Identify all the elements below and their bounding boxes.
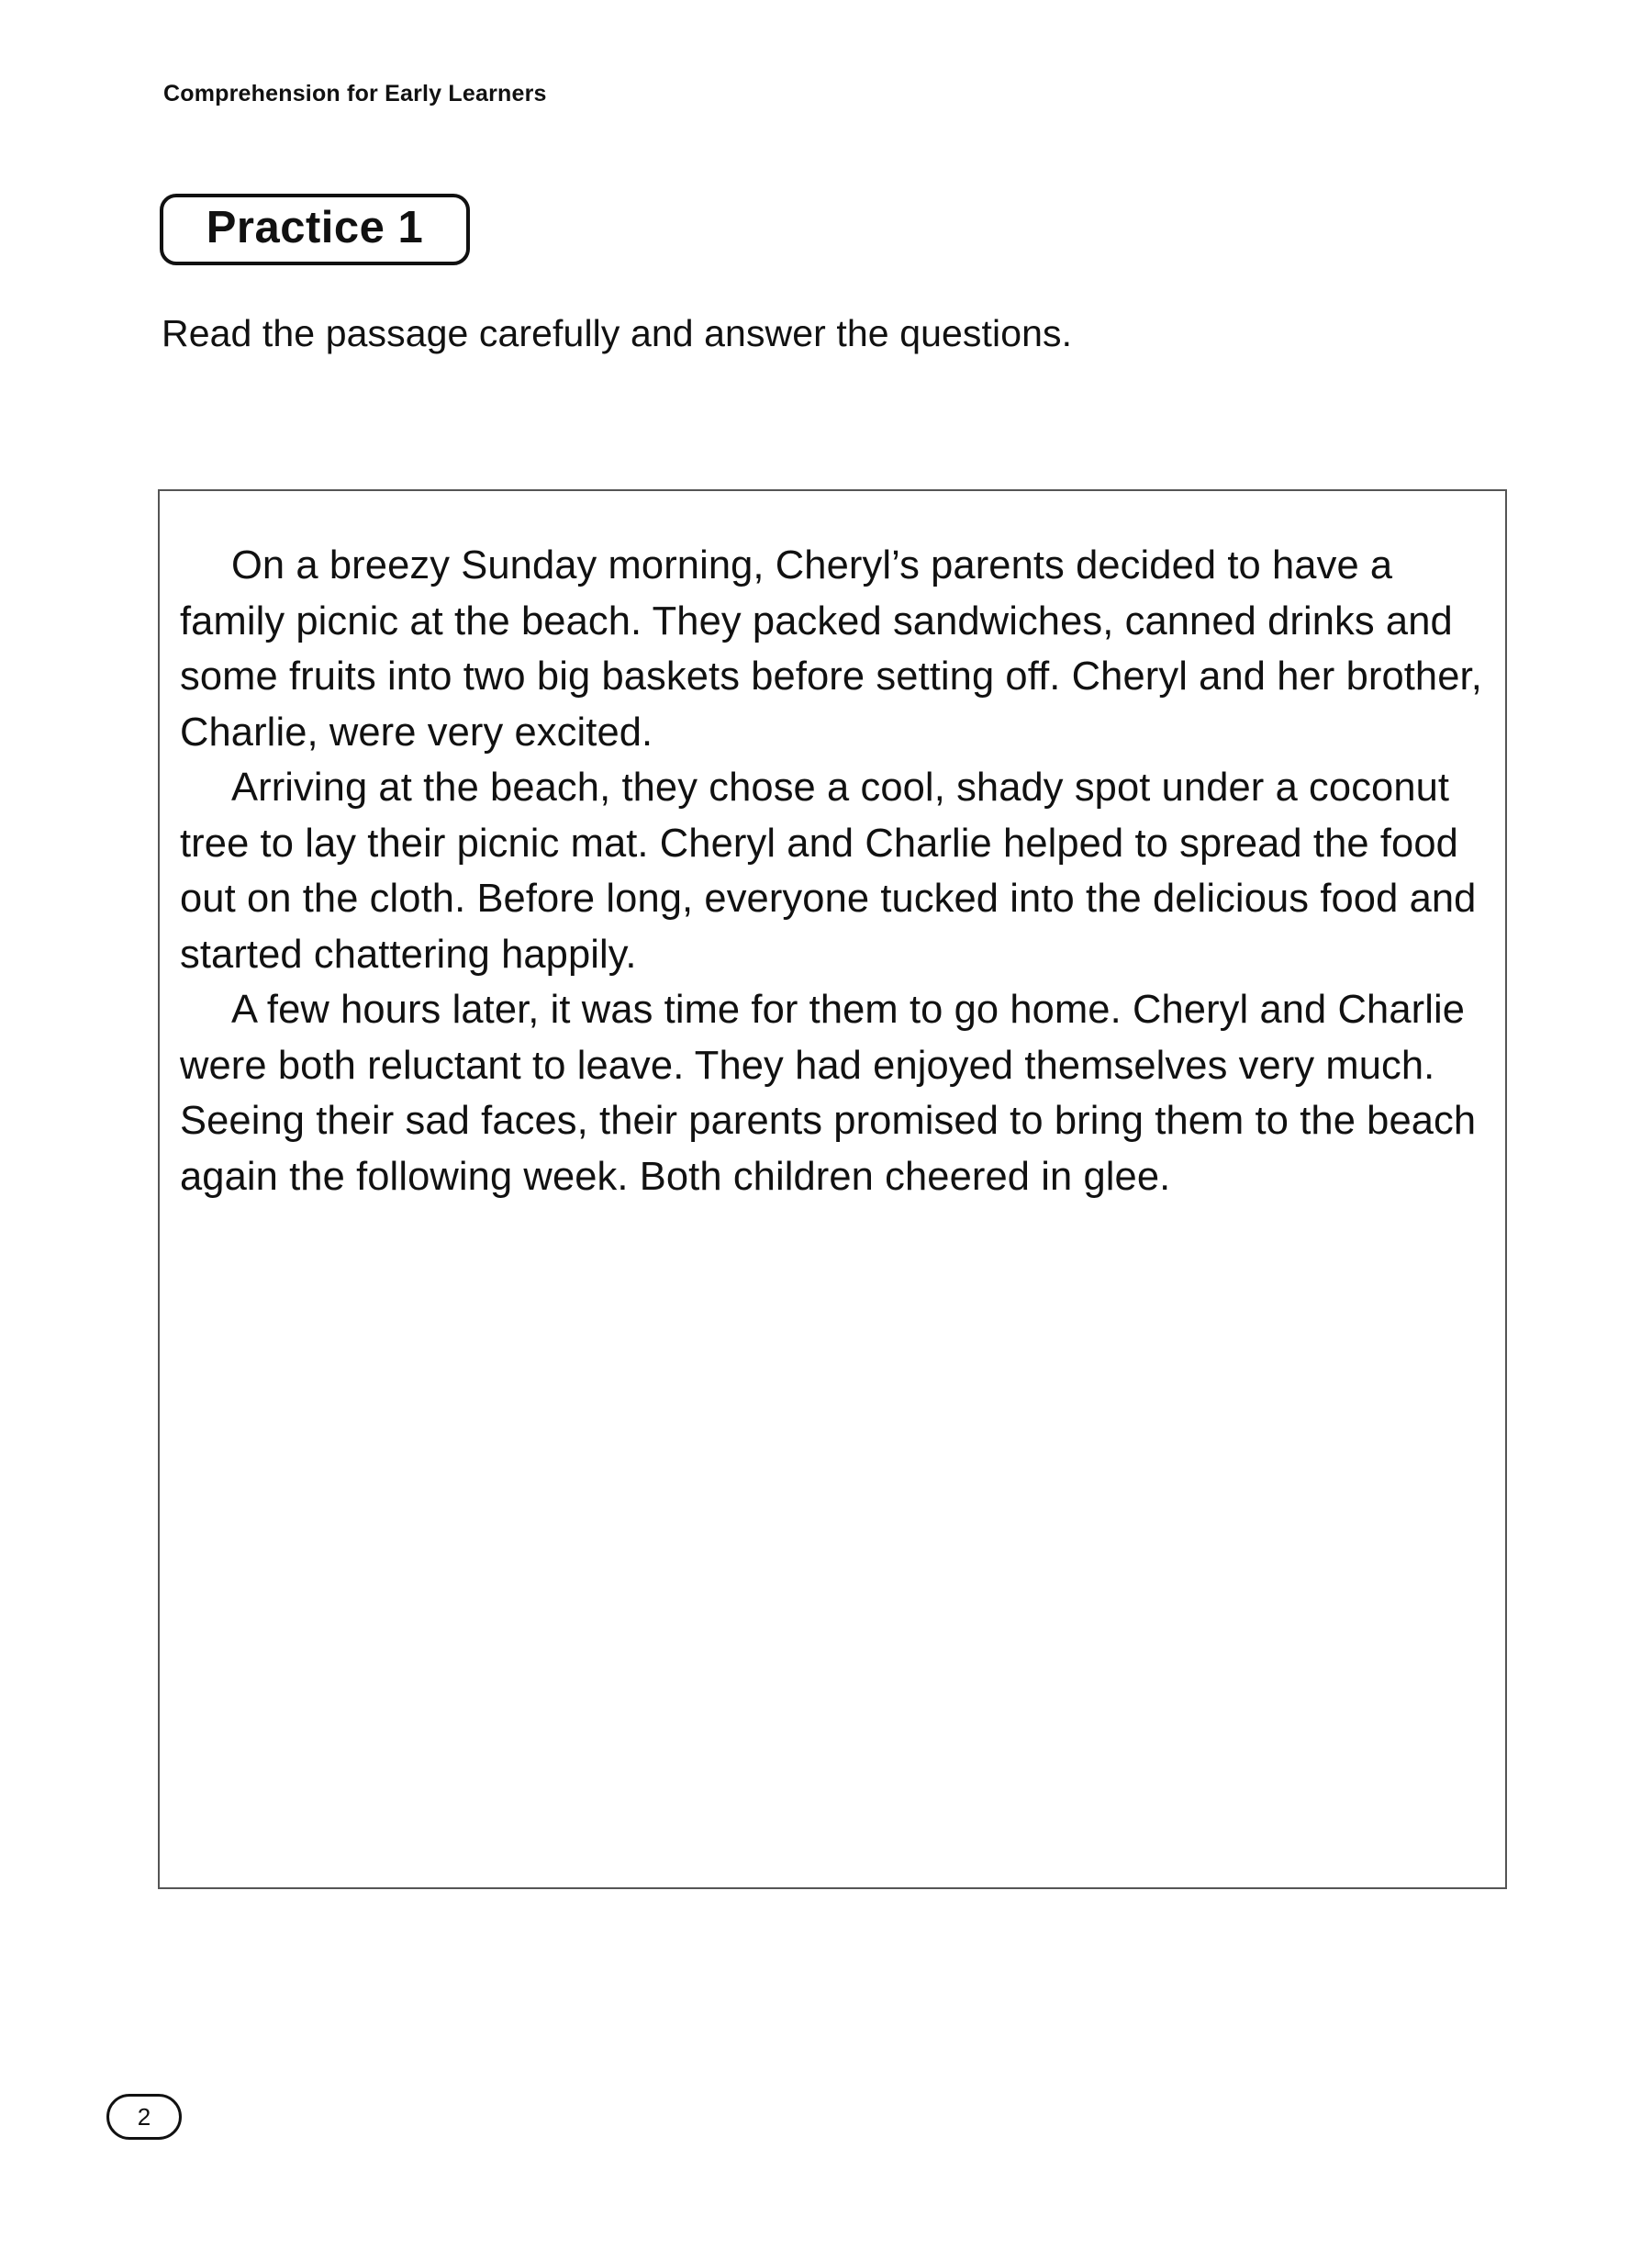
practice-badge (160, 194, 470, 265)
page-header-title: Comprehension for Early Learners (163, 81, 547, 106)
passage-paragraph: Arriving at the beach, they chose a cool, shady spot under a coconut tree to lay their picnic mat. Cheryl and Charlie helped to spread the food out on the cloth. Before long, everyone tucked into the delicious food and started chattering happily. (180, 766, 1477, 977)
page-number-label: 2 (137, 2103, 151, 2131)
passage-text (180, 538, 1483, 1204)
passage-paragraph: On a breezy Sunday morning, Cheryl’s parents decided to have a family picnic at the beach. They packed sandwiches, canned drinks and some fruits into two big baskets before setting off. Cheryl and her brother, Charlie, were very excited. (180, 543, 1482, 755)
practice-badge-label: Practice 1 (206, 202, 424, 252)
passage-paragraph: A few hours later, it was time for them to go home. Cheryl and Charlie were both reluctant to leave. They had enjoyed themselves very much. Seeing their sad faces, their parents promised to bring them to the beach again the following week. Both children cheered in glee. (180, 988, 1477, 1199)
instruction-text: Read the passage carefully and answer the questions. (162, 312, 1073, 354)
page-number-badge (106, 2094, 182, 2140)
